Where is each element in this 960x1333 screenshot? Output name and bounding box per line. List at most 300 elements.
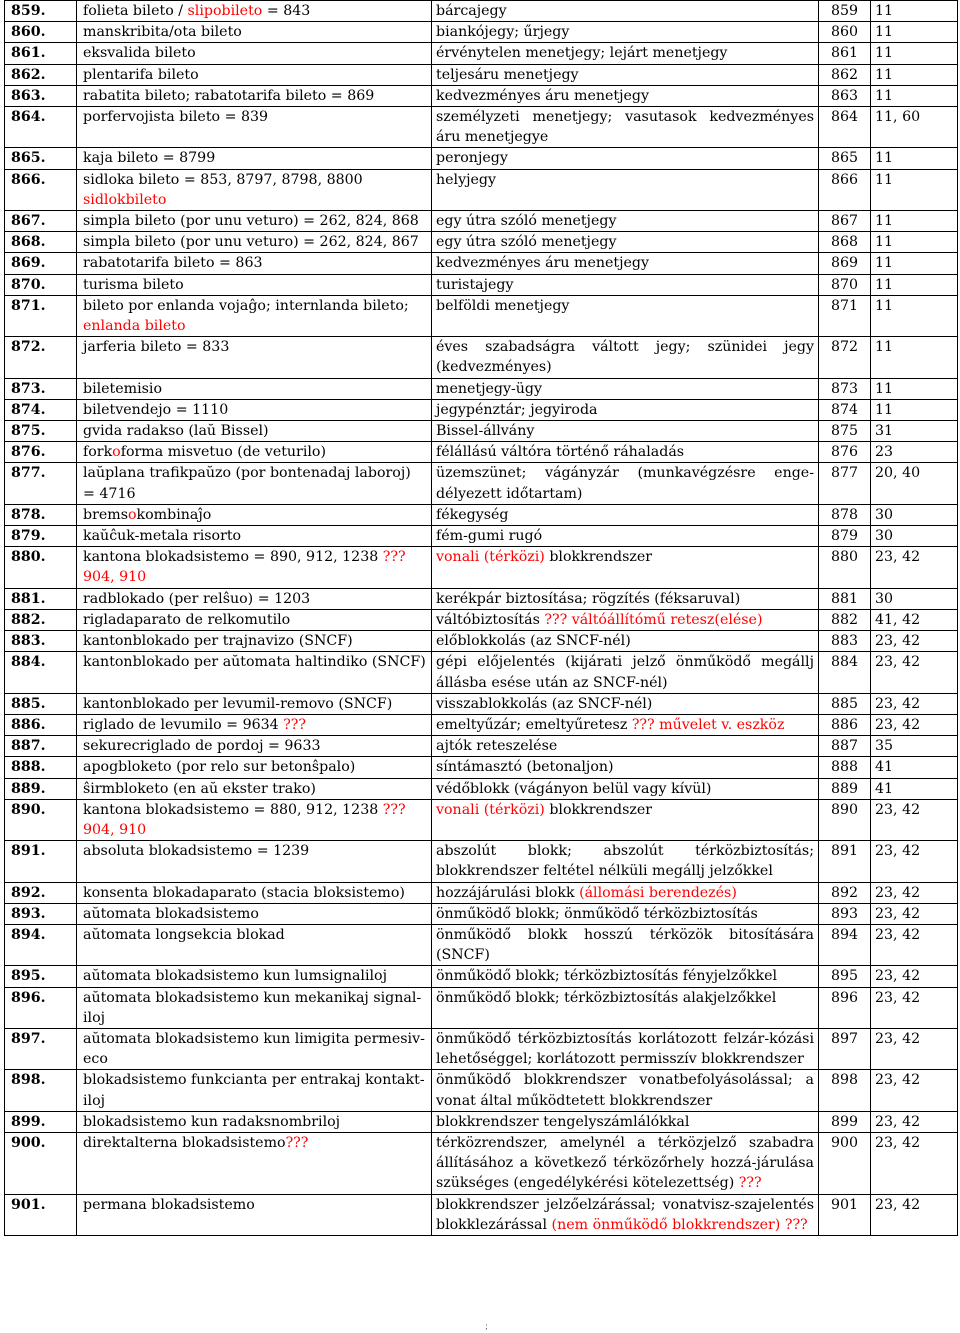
- esperanto-term: [77, 966, 432, 987]
- table-row: [5, 107, 958, 148]
- hungarian-term: [432, 504, 819, 525]
- term-text: önműködő térközbiztosítás korlátozott felzár-kózási lehetőséggel; korlátozott permisszív blokkrendszer: [436, 1030, 814, 1068]
- page-reference: 11: [871, 43, 958, 64]
- entry-number: 877.: [5, 463, 77, 504]
- highlighted-text: (állomási berendezés): [579, 884, 737, 901]
- page-reference: 35: [871, 736, 958, 757]
- esperanto-term: [77, 1, 432, 22]
- term-text: váltóbiztosítás: [436, 611, 545, 628]
- term-text: brems: [83, 506, 128, 523]
- term-text: gvida radakso (laŭ Bissel): [83, 423, 269, 440]
- index-number: 879: [819, 526, 871, 547]
- page-reference: 20, 40: [871, 463, 958, 504]
- term-text: síntámasztó (betonaljon): [436, 759, 614, 776]
- term-text: kerékpár biztosítása; rögzítés (féksaruval): [436, 590, 741, 607]
- esperanto-term: [77, 442, 432, 463]
- page-reference: 23, 42: [871, 903, 958, 924]
- esperanto-term: [77, 526, 432, 547]
- hungarian-term: [432, 1070, 819, 1111]
- entry-number: 866.: [5, 169, 77, 210]
- table-row: [5, 966, 958, 987]
- term-text: félállású váltóra történő ráhaladás: [436, 444, 685, 461]
- term-text: turisma bileto: [83, 276, 184, 293]
- table-row: [5, 1028, 958, 1069]
- esperanto-term: [77, 1028, 432, 1069]
- entry-number: 888.: [5, 757, 77, 778]
- entry-number: 860.: [5, 22, 77, 43]
- term-text: = 843: [262, 3, 311, 19]
- table-row: [5, 736, 958, 757]
- table-row: [5, 442, 958, 463]
- page-reference: 23, 42: [871, 547, 958, 588]
- table-row: [5, 421, 958, 442]
- term-text: fork: [83, 444, 113, 461]
- term-text: rabatotarifa bileto = 863: [83, 255, 263, 272]
- entry-number: 879.: [5, 526, 77, 547]
- table-row: [5, 1111, 958, 1132]
- highlighted-text: ??? művelet v. eszköz: [631, 716, 785, 733]
- entry-number: 875.: [5, 421, 77, 442]
- index-number: 894: [819, 924, 871, 965]
- esperanto-term: [77, 693, 432, 714]
- term-text: turistajegy: [436, 276, 514, 293]
- hungarian-term: [432, 211, 819, 232]
- entry-number: 890.: [5, 799, 77, 840]
- entry-number: 873.: [5, 378, 77, 399]
- term-text: emeltyűzár; emeltyűretesz: [436, 716, 632, 733]
- table-row: [5, 652, 958, 693]
- index-number: 876: [819, 442, 871, 463]
- page-reference: 23, 42: [871, 882, 958, 903]
- term-text: aŭtomata blokadsistemo kun lumsignaliloj: [83, 968, 387, 985]
- hungarian-term: [432, 85, 819, 106]
- index-number: 870: [819, 274, 871, 295]
- table-row: [5, 22, 958, 43]
- hungarian-term: [432, 274, 819, 295]
- term-text: blokkrendszer tengelyszámlálókkal: [436, 1113, 690, 1130]
- entry-number: 863.: [5, 85, 77, 106]
- term-text: biankójegy; űrjegy: [436, 24, 570, 41]
- page-reference: 11: [871, 211, 958, 232]
- hungarian-term: [432, 64, 819, 85]
- page-reference: 11: [871, 22, 958, 43]
- hungarian-term: [432, 652, 819, 693]
- index-number: 900: [819, 1132, 871, 1194]
- term-text: kantona blokadsistemo = 890, 912, 1238: [83, 549, 383, 566]
- hungarian-term: [432, 1132, 819, 1194]
- page-reference: 23, 42: [871, 987, 958, 1028]
- esperanto-term: [77, 652, 432, 693]
- term-text: kantonblokado per aŭtomata haltindiko (SNCF): [83, 654, 426, 671]
- term-text: gépi előjelentés (kijárati jelző önműködő megállj állásba esése után az SNCF-nél): [436, 654, 814, 691]
- entry-number: 886.: [5, 714, 77, 735]
- esperanto-term: [77, 232, 432, 253]
- hungarian-term: [432, 169, 819, 210]
- esperanto-term: [77, 924, 432, 965]
- esperanto-term: [77, 799, 432, 840]
- term-text: rabatita bileto; rabatotarifa bileto = 869: [83, 87, 375, 104]
- hungarian-term: [432, 1028, 819, 1069]
- highlighted-text: enlanda bileto: [83, 318, 186, 335]
- page-reference: 11, 60: [871, 107, 958, 148]
- term-text: simpla bileto (por unu veturo) = 262, 824, 867: [83, 234, 419, 251]
- hungarian-term: [432, 107, 819, 148]
- hungarian-term: [432, 693, 819, 714]
- page-reference: 23: [871, 442, 958, 463]
- table-row: [5, 987, 958, 1028]
- index-number: 889: [819, 778, 871, 799]
- hungarian-term: [432, 757, 819, 778]
- index-number: 887: [819, 736, 871, 757]
- term-text: önműködő blokk hosszú térközök bitosítására (SNCF): [436, 926, 814, 964]
- glossary-table: [4, 0, 958, 1236]
- term-text: riglado de levumilo = 9634: [83, 716, 284, 733]
- hungarian-term: [432, 714, 819, 735]
- esperanto-term: [77, 778, 432, 799]
- term-text: folieta bileto /: [83, 3, 188, 19]
- entry-number: 887.: [5, 736, 77, 757]
- hungarian-term: [432, 841, 819, 882]
- term-text: kaŭĉuk-metala risorto: [83, 528, 242, 545]
- table-row: [5, 253, 958, 274]
- hungarian-term: [432, 43, 819, 64]
- table-row: [5, 295, 958, 336]
- term-text: kantonblokado per levumil-removo (SNCF): [83, 695, 393, 712]
- table-row: [5, 232, 958, 253]
- table-row: [5, 778, 958, 799]
- index-number: 898: [819, 1070, 871, 1111]
- term-text: egy útra szóló menetjegy: [436, 234, 617, 251]
- hungarian-term: [432, 232, 819, 253]
- term-text: visszablokkolás (az SNCF-nél): [436, 695, 653, 712]
- table-row: [5, 1, 958, 22]
- entry-number: 897.: [5, 1028, 77, 1069]
- hungarian-term: [432, 924, 819, 965]
- page-reference: 41: [871, 757, 958, 778]
- entry-number: 864.: [5, 107, 77, 148]
- page-reference: 11: [871, 232, 958, 253]
- term-text: direktalterna blokadsistemo: [83, 1134, 286, 1151]
- entry-number: 885.: [5, 693, 77, 714]
- table-row: [5, 399, 958, 420]
- index-number: 873: [819, 378, 871, 399]
- index-number: 869: [819, 253, 871, 274]
- page-reference: 23, 42: [871, 693, 958, 714]
- entry-number: 899.: [5, 1111, 77, 1132]
- esperanto-term: [77, 504, 432, 525]
- page-reference: 30: [871, 526, 958, 547]
- esperanto-term: [77, 882, 432, 903]
- hungarian-term: [432, 442, 819, 463]
- term-text: sekurecriglado de pordoj = 9633: [83, 738, 321, 755]
- index-number: 864: [819, 107, 871, 148]
- table-row: [5, 148, 958, 169]
- hungarian-term: [432, 882, 819, 903]
- index-number: 861: [819, 43, 871, 64]
- page-reference: 30: [871, 504, 958, 525]
- index-number: 892: [819, 882, 871, 903]
- term-text: érvénytelen menetjegy; lejárt menetjegy: [436, 45, 728, 62]
- table-row: [5, 169, 958, 210]
- index-number: 891: [819, 841, 871, 882]
- esperanto-term: [77, 631, 432, 652]
- table-row: [5, 274, 958, 295]
- index-number: 859: [819, 1, 871, 22]
- highlighted-text: o: [128, 506, 137, 523]
- term-text: plentarifa bileto: [83, 66, 199, 83]
- hungarian-term: [432, 22, 819, 43]
- highlighted-text: vonali (térközi): [436, 801, 545, 818]
- term-text: kaja bileto = 8799: [83, 150, 216, 167]
- page-reference: 23, 42: [871, 714, 958, 735]
- esperanto-term: [77, 903, 432, 924]
- page-reference: 23, 42: [871, 1028, 958, 1069]
- esperanto-term: [77, 1070, 432, 1111]
- esperanto-term: [77, 987, 432, 1028]
- term-text: aŭtomata blokadsistemo kun mekanikaj signal-iloj: [83, 989, 422, 1026]
- esperanto-term: [77, 841, 432, 882]
- page-reference: 23, 42: [871, 1070, 958, 1111]
- entry-number: 881.: [5, 588, 77, 609]
- hungarian-term: [432, 463, 819, 504]
- term-text: teljesáru menetjegy: [436, 66, 579, 83]
- term-text: permana blokadsistemo: [83, 1196, 255, 1213]
- hungarian-term: [432, 295, 819, 336]
- index-number: 881: [819, 588, 871, 609]
- hungarian-term: [432, 378, 819, 399]
- index-number: 865: [819, 148, 871, 169]
- highlighted-text: (nem önműködő blokkrendszer) ???: [551, 1216, 808, 1233]
- index-number: 883: [819, 631, 871, 652]
- table-row: [5, 693, 958, 714]
- hungarian-term: [432, 736, 819, 757]
- index-number: 863: [819, 85, 871, 106]
- entry-number: 868.: [5, 232, 77, 253]
- term-text: forma misvetuo (de veturilo): [120, 444, 326, 461]
- term-text: absoluta blokadsistemo = 1239: [83, 843, 310, 860]
- term-text: kedvezményes áru menetjegy: [436, 255, 650, 272]
- hungarian-term: [432, 631, 819, 652]
- term-text: biletemisio: [83, 380, 163, 397]
- index-number: 871: [819, 295, 871, 336]
- page-reference: 11: [871, 337, 958, 378]
- page-reference: 23, 42: [871, 1111, 958, 1132]
- highlighted-text: slipobileto: [187, 3, 263, 19]
- page-reference: 11: [871, 274, 958, 295]
- esperanto-term: [77, 22, 432, 43]
- term-text: bárcajegy: [436, 3, 507, 19]
- index-number: 878: [819, 504, 871, 525]
- entry-number: 884.: [5, 652, 77, 693]
- table-row: [5, 378, 958, 399]
- term-text: önműködő blokk; térközbiztosítás fényjelzőkkel: [436, 968, 778, 985]
- hungarian-term: [432, 903, 819, 924]
- index-number: 860: [819, 22, 871, 43]
- term-text: bileto por enlanda vojaĝo; internlanda bileto;: [83, 297, 409, 314]
- term-text: előblokkolás (az SNCF-nél): [436, 633, 631, 650]
- page-reference: 11: [871, 295, 958, 336]
- page-reference: 23, 42: [871, 841, 958, 882]
- entry-number: 893.: [5, 903, 77, 924]
- hungarian-term: [432, 1111, 819, 1132]
- highlighted-text: ??? 904, 910: [83, 801, 406, 838]
- table-row: [5, 526, 958, 547]
- term-text: manskribita/ota bileto: [83, 24, 242, 41]
- term-text: ŝirmbloketo (en aŭ ekster trako): [83, 780, 316, 797]
- term-text: blokadsistemo kun radaksnombriloj: [83, 1113, 341, 1130]
- index-number: 901: [819, 1194, 871, 1235]
- table-row: [5, 841, 958, 882]
- highlighted-text: ???: [738, 1175, 762, 1192]
- table-row: [5, 903, 958, 924]
- term-text: blokkrendszer: [544, 801, 653, 818]
- term-text: aŭtomata blokadsistemo: [83, 905, 259, 922]
- term-text: konsenta blokadaparato (stacia bloksistemo): [83, 884, 405, 901]
- term-text: blokkrendszer: [544, 549, 653, 566]
- esperanto-term: [77, 421, 432, 442]
- hungarian-term: [432, 421, 819, 442]
- entry-number: 891.: [5, 841, 77, 882]
- hungarian-term: [432, 778, 819, 799]
- entry-number: 895.: [5, 966, 77, 987]
- esperanto-term: [77, 337, 432, 378]
- hungarian-term: [432, 399, 819, 420]
- page-reference: 11: [871, 169, 958, 210]
- hungarian-term: [432, 987, 819, 1028]
- esperanto-term: [77, 1132, 432, 1194]
- table-row: [5, 799, 958, 840]
- entry-number: 883.: [5, 631, 77, 652]
- term-text: helyjegy: [436, 171, 496, 188]
- page-reference: 31: [871, 421, 958, 442]
- index-number: 872: [819, 337, 871, 378]
- term-text: aŭtomata longsekcia blokad: [83, 926, 285, 943]
- entry-number: 869.: [5, 253, 77, 274]
- index-number: 899: [819, 1111, 871, 1132]
- table-row: [5, 211, 958, 232]
- hungarian-term: [432, 609, 819, 630]
- page-reference: 11: [871, 85, 958, 106]
- index-number: 884: [819, 652, 871, 693]
- term-text: védőblokk (vágányon belül vagy kívül): [436, 780, 712, 797]
- term-text: rigladaparato de relkomutilo: [83, 611, 291, 628]
- entry-number: 901.: [5, 1194, 77, 1235]
- page-reference: 41, 42: [871, 609, 958, 630]
- table-row: [5, 882, 958, 903]
- term-text: kombinaĵo: [136, 506, 212, 523]
- esperanto-term: [77, 85, 432, 106]
- entry-number: 896.: [5, 987, 77, 1028]
- hungarian-term: [432, 1, 819, 22]
- index-number: 885: [819, 693, 871, 714]
- term-text: abszolút blokk; abszolút térközbiztosítás; blokkrendszer feltétel nélküli megállj jelzőkkel: [436, 843, 814, 880]
- page-reference: 23, 42: [871, 1132, 958, 1194]
- index-number: 874: [819, 399, 871, 420]
- term-text: sidloka bileto = 853, 8797, 8798, 8800: [83, 171, 363, 188]
- esperanto-term: [77, 64, 432, 85]
- esperanto-term: [77, 107, 432, 148]
- index-number: 890: [819, 799, 871, 840]
- term-text: térközrendszer, amelynél a térközjelző szabadra állításához a következő térközőrhely hozzá-járulása szükséges (engedélykérési kötelezettség): [436, 1134, 814, 1192]
- hungarian-term: [432, 966, 819, 987]
- entry-number: 900.: [5, 1132, 77, 1194]
- hungarian-term: [432, 148, 819, 169]
- entry-number: 894.: [5, 924, 77, 965]
- highlighted-text: ???: [285, 1134, 309, 1151]
- esperanto-term: [77, 211, 432, 232]
- esperanto-term: [77, 378, 432, 399]
- entry-number: 861.: [5, 43, 77, 64]
- esperanto-term: [77, 274, 432, 295]
- page-footer-mark: ;: [485, 1322, 489, 1332]
- hungarian-term: [432, 588, 819, 609]
- page-reference: 23, 42: [871, 1194, 958, 1235]
- term-text: peronjegy: [436, 150, 508, 167]
- hungarian-term: [432, 547, 819, 588]
- term-text: éves szabadságra váltott jegy; szünidei jegy (kedvezményes): [436, 339, 814, 376]
- term-text: kedvezményes áru menetjegy: [436, 87, 650, 104]
- esperanto-term: [77, 148, 432, 169]
- table-row: [5, 1132, 958, 1194]
- table-row: [5, 609, 958, 630]
- term-text: kantona blokadsistemo = 880, 912, 1238: [83, 801, 383, 818]
- highlighted-text: o: [112, 444, 121, 461]
- table-row: [5, 1070, 958, 1111]
- highlighted-text: ???: [283, 716, 307, 733]
- hungarian-term: [432, 1194, 819, 1235]
- term-text: fém-gumi rugó: [436, 528, 543, 545]
- page-reference: 23, 42: [871, 652, 958, 693]
- highlighted-text: sidlokbileto: [83, 191, 167, 208]
- entry-number: 892.: [5, 882, 77, 903]
- table-row: [5, 1194, 958, 1235]
- term-text: jegypénztár; jegyiroda: [436, 401, 598, 418]
- entry-number: 882.: [5, 609, 77, 630]
- index-number: 897: [819, 1028, 871, 1069]
- glossary-rows: [5, 1, 958, 1236]
- entry-number: 874.: [5, 399, 77, 420]
- table-row: [5, 64, 958, 85]
- term-text: ajtók reteszelése: [436, 738, 558, 755]
- term-text: apogbloketo (por relo sur betonŝpalo): [83, 759, 356, 776]
- table-row: [5, 43, 958, 64]
- entry-number: 880.: [5, 547, 77, 588]
- term-text: biletvendejo = 1110: [83, 401, 229, 418]
- page-reference: 23, 42: [871, 966, 958, 987]
- term-text: eksvalida bileto: [83, 45, 196, 62]
- term-text: aŭtomata blokadsistemo kun limigita permesiv-eco: [83, 1030, 425, 1068]
- table-row: [5, 757, 958, 778]
- entry-number: 872.: [5, 337, 77, 378]
- hungarian-term: [432, 526, 819, 547]
- index-number: 896: [819, 987, 871, 1028]
- page-reference: 11: [871, 1, 958, 22]
- table-row: [5, 504, 958, 525]
- term-text: önműködő blokk; önműködő térközbiztosítás: [436, 905, 758, 922]
- term-text: egy útra szóló menetjegy: [436, 213, 617, 230]
- page-reference: 11: [871, 148, 958, 169]
- esperanto-term: [77, 736, 432, 757]
- table-row: [5, 714, 958, 735]
- page-reference: 23, 42: [871, 799, 958, 840]
- esperanto-term: [77, 757, 432, 778]
- table-row: [5, 924, 958, 965]
- dictionary-page: [4, 0, 957, 1332]
- esperanto-term: [77, 547, 432, 588]
- entry-number: 865.: [5, 148, 77, 169]
- term-text: radblokado (per relŝuo) = 1203: [83, 590, 311, 607]
- page-reference: 11: [871, 253, 958, 274]
